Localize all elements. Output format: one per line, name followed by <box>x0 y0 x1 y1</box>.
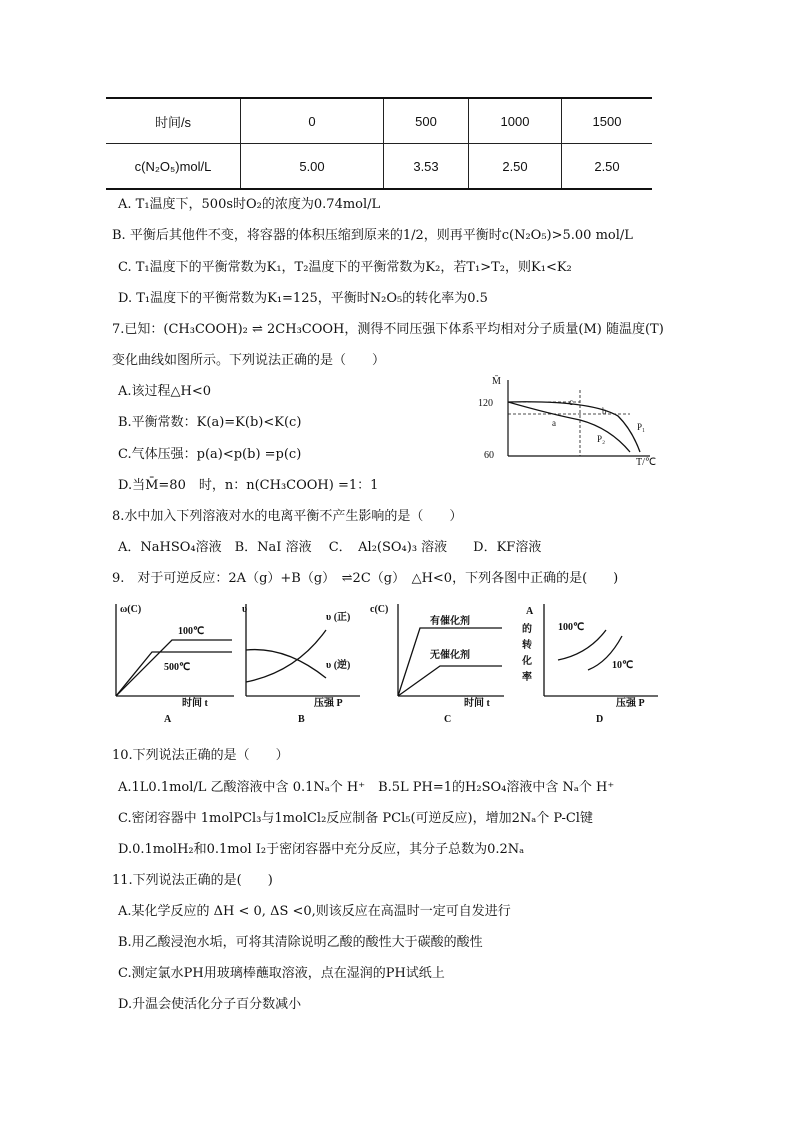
q8-stem: 8.水中加入下列溶液对水的电离平衡不产生影响的是（ ） <box>112 509 463 524</box>
table-row <box>106 144 652 190</box>
table-cell: c(N₂O₅)mol/L <box>106 144 241 190</box>
q9d-curve-10: 10℃ <box>612 660 634 671</box>
q7-y-tick-60: 60 <box>484 450 494 461</box>
q10-option-c: C.密闭容器中 1molPCl₃与1molCl₂反应制备 PCl₅(可逆反应)，增加2Nₐ个 P-Cl键 <box>118 811 593 826</box>
q6-option-b: B. 平衡后其他件不变，将容器的体积压缩到原来的1/2，则再平衡时c(N₂O₅)>5.00 mol/L <box>112 228 633 243</box>
q11-option-c: C.测定氯水PH用玻璃棒蘸取溶液，点在湿润的PH试纸上 <box>118 966 445 981</box>
q9-stem: 9. 对于可逆反应：2A（g）+B（g） ⇌2C（g） △H<0，下列各图中正确的是( ) <box>112 571 619 586</box>
q7-curve-p2: P₂ <box>597 434 606 444</box>
table-cell: 1500 <box>562 98 653 144</box>
q9a-y-label: ω(C) <box>120 604 142 615</box>
q9b-curve-forward: υ (正) <box>326 612 351 623</box>
q9d-line-100 <box>558 630 606 660</box>
q9b-line-reverse <box>246 650 326 678</box>
q9b-curve-reverse: υ (逆) <box>326 660 351 671</box>
q9-graph-a <box>112 600 237 725</box>
q8-options: A．NaHSO₄溶液 B．NaI 溶液 C． Al₂(SO₄)₃ 溶液 D．KF溶液 <box>118 540 542 555</box>
table-cell: 500 <box>384 98 469 144</box>
q7-y-label: M̄ <box>492 376 501 387</box>
q7-x-label: T/℃ <box>636 457 657 468</box>
q9b-tag: B <box>298 714 305 725</box>
table-cell: 3.53 <box>384 144 469 190</box>
q7-curve-p2-line <box>508 402 630 452</box>
table-cell: 1000 <box>469 98 562 144</box>
q6-option-c: C. T₁温度下的平衡常数为K₁，T₂温度下的平衡常数为K₂，若T₁>T₂，则K₁<K₂ <box>118 260 572 275</box>
svg-text:率: 率 <box>522 672 532 683</box>
q9c-curve-nocatalyst: 无催化剂 <box>430 650 470 661</box>
q11-option-d: D.升温会使活化分子百分数减小 <box>118 997 302 1012</box>
q7-point-a: a <box>552 418 556 428</box>
q7-option-a: A.该过程△H<0 <box>118 384 212 399</box>
q9b-y-label: υ <box>242 604 248 615</box>
q10-stem: 10.下列说法正确的是（ ） <box>112 748 289 763</box>
q7-stem-line2: 变化曲线如图所示。下列说法正确的是（ ） <box>112 353 386 368</box>
q9c-curve-catalyst: 有催化剂 <box>430 616 470 627</box>
q7-y-tick-120: 120 <box>478 398 493 409</box>
svg-text:转: 转 <box>522 640 532 651</box>
table-cell: 时间/s <box>106 98 241 144</box>
q9-graph-c <box>368 600 518 725</box>
q10-option-ab: A.1L0.1mol/L 乙酸溶液中含 0.1Nₐ个 H⁺ B.5L PH=1的H₂SO₄溶液中含 Nₐ个 H⁺ <box>118 780 615 795</box>
q9c-tag: C <box>444 714 452 725</box>
concentration-table <box>106 97 652 190</box>
q9-graph-d <box>518 600 668 725</box>
q9a-line-100 <box>116 652 232 696</box>
q9b-x-label: 压强 P <box>314 698 343 709</box>
q7-stem-line1: 7.已知：(CH₃COOH)₂ ⇌ 2CH₃COOH，测得不同压强下体系平均相对分子质量(M) 随温度(T) <box>112 322 664 337</box>
q9d-x-label: 压强 P <box>616 698 645 709</box>
q9d-tag: D <box>596 714 604 725</box>
svg-text:的: 的 <box>522 624 532 635</box>
q9c-y-label: c(C) <box>370 604 389 615</box>
q9c-line-catalyst <box>398 628 502 696</box>
q7-point-b: b <box>602 406 607 416</box>
table-cell: 5.00 <box>241 144 384 190</box>
q7-molar-mass-graph <box>470 372 670 470</box>
q6-option-d: D. T₁温度下的平衡常数为K₁=125，平衡时N₂O₅的转化率为0.5 <box>118 291 488 306</box>
table-cell: 2.50 <box>469 144 562 190</box>
q9c-line-nocatalyst <box>398 666 502 696</box>
table-header-row <box>106 98 652 144</box>
q9a-tag: A <box>164 714 172 725</box>
q9b-line-forward <box>246 630 326 682</box>
q7-option-d: D.当M̄=80 时，n：n(CH₃COOH) =1：1 <box>118 478 379 493</box>
q11-option-a: A.某化学反应的 ΔH < 0, ΔS <0,则该反应在高温时一定可自发进行 <box>118 904 511 919</box>
q11-stem: 11.下列说法正确的是( ) <box>112 873 273 888</box>
q7-curve-p1: P₁ <box>637 422 646 432</box>
q9d-y-label-a: A <box>526 606 534 617</box>
q9a-curve-500: 500℃ <box>164 662 191 673</box>
table-cell: 2.50 <box>562 144 653 190</box>
q9d-curve-100: 100℃ <box>558 622 585 633</box>
q7-option-b: B.平衡常数：K(a)=K(b)<K(c) <box>118 415 302 430</box>
q9a-x-label: 时间 t <box>182 698 208 709</box>
table-cell: 0 <box>241 98 384 144</box>
q9-graph-b <box>236 600 366 725</box>
q7-point-c: c <box>569 397 573 407</box>
q9c-x-label: 时间 t <box>464 698 490 709</box>
q7-option-c: C.气体压强：p(a)<p(b) =p(c) <box>118 447 302 462</box>
q11-option-b: B.用乙酸浸泡水垢，可将其清除说明乙酸的酸性大于碳酸的酸性 <box>118 935 483 950</box>
q10-option-d: D.0.1molH₂和0.1mol I₂于密闭容器中充分反应，其分子总数为0.2Nₐ <box>118 842 525 857</box>
q7-curve-p1-line <box>508 402 640 452</box>
svg-text:化: 化 <box>522 656 532 667</box>
q6-option-a: A. T₁温度下，500s时O₂的浓度为0.74mol/L <box>118 197 381 212</box>
q9a-curve-100: 100℃ <box>178 626 205 637</box>
